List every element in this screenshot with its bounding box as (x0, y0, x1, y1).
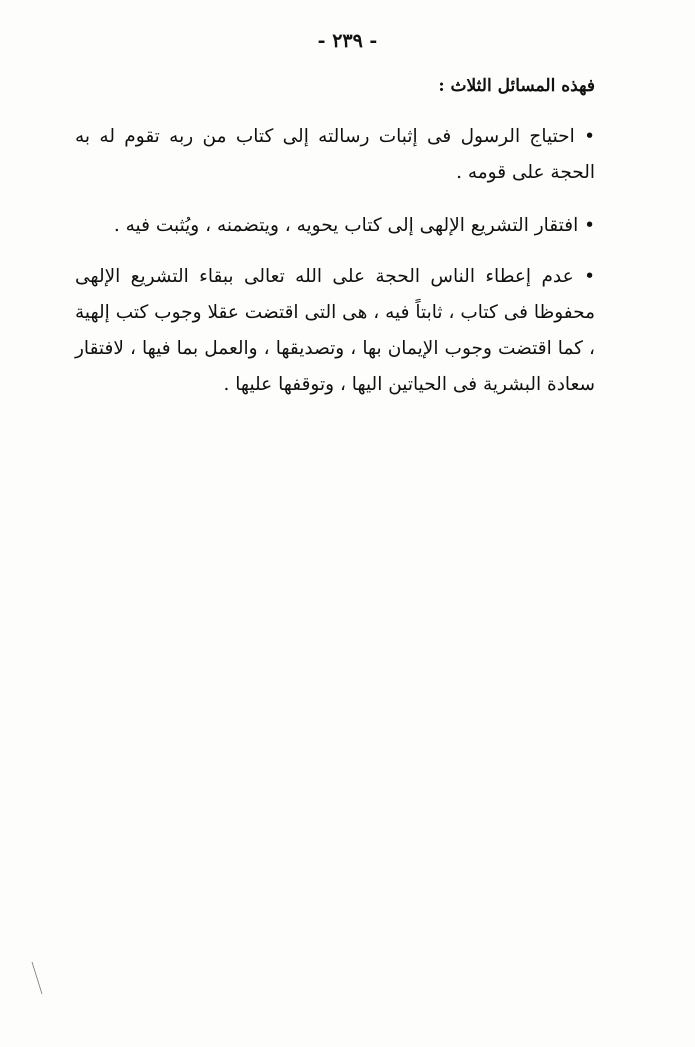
section-heading: فهذه المسائل الثلاث : (438, 76, 595, 96)
paragraph-3: • عدم إعطاء الناس الحجة على الله تعالى ببقاء التشريع الإلهى محفوظا فى كتاب ، ثابتاً فيه ، هى التى اقتضت عقلا وجوب كتب إلهية ، كما اقتضت وجوب الإيمان بها ، وتصديقها ، والعمل بما فيها ، لافتقار سعادة البشرية فى الحياتين اليها ، وتوقفها عليها . (75, 266, 595, 395)
page-number: - ٢٣٩ - (317, 30, 378, 52)
paragraph-1: • احتياج الرسول فى إثبات رسالته إلى كتاب من ربه تقوم له به الحجة على قومه . (75, 126, 595, 183)
paragraph-2: • افتقار التشريع الإلهى إلى كتاب يحويه ، ويتضمنه ، ويُثبت فيه . (113, 215, 595, 236)
margin-pen-mark (30, 960, 44, 996)
